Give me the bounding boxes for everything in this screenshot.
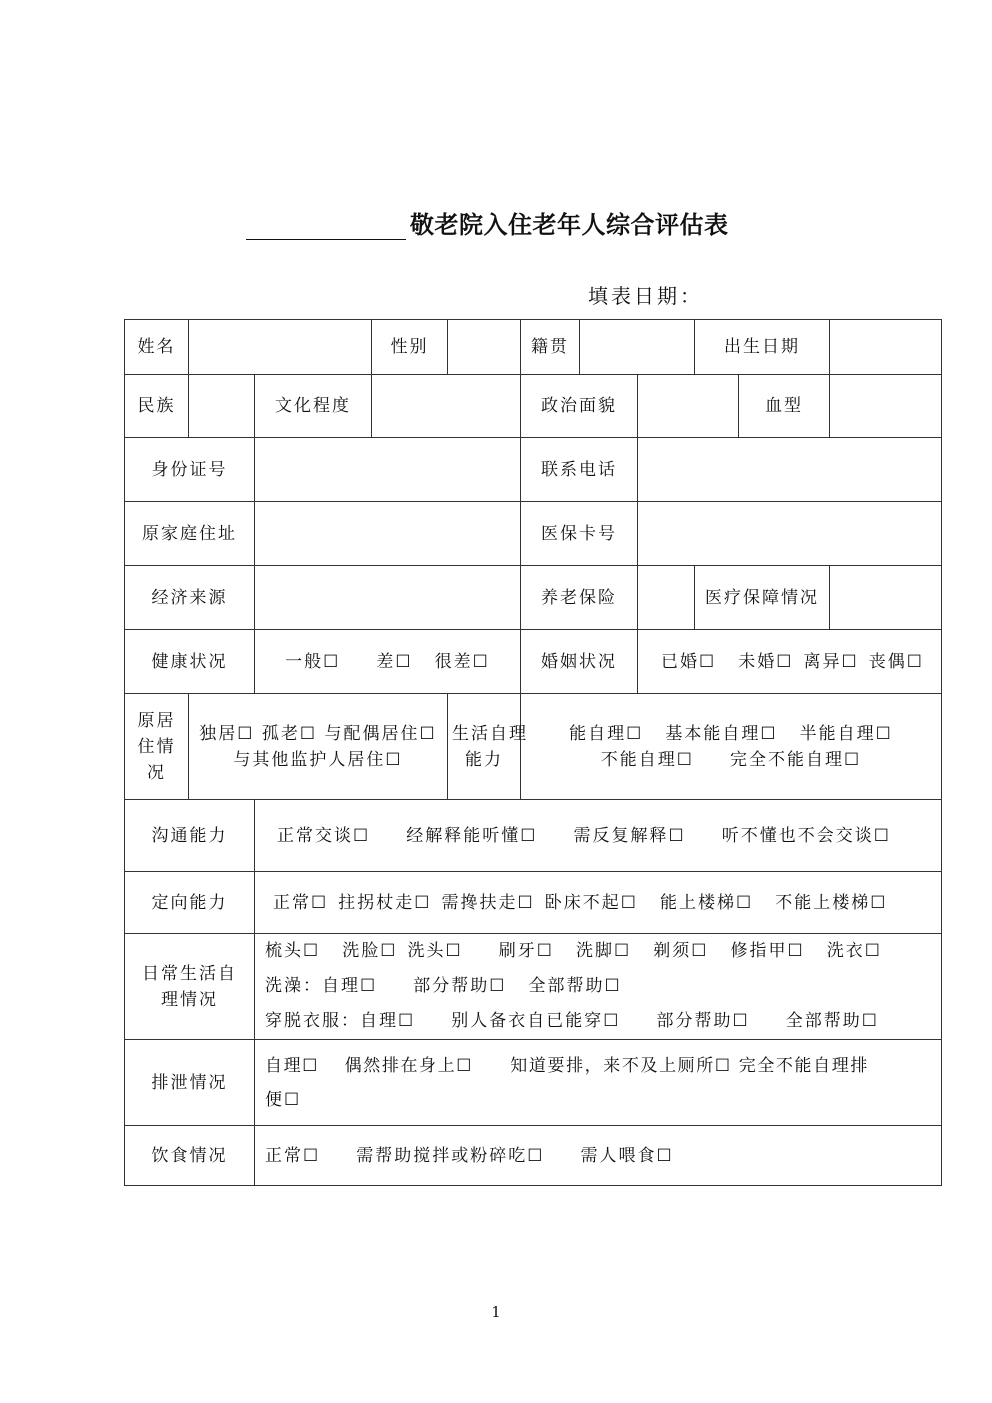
assessment-table bbox=[124, 319, 942, 1186]
health-options bbox=[255, 630, 521, 694]
id-field[interactable] bbox=[255, 438, 521, 502]
blood-label: 血型 bbox=[739, 375, 830, 438]
education-label: 文化程度 bbox=[255, 375, 372, 438]
daily-comb[interactable]: 梳头☐ bbox=[265, 941, 321, 961]
education-field[interactable] bbox=[372, 375, 521, 438]
marriage-option-married[interactable]: 已婚☐ bbox=[661, 651, 717, 672]
blood-field[interactable] bbox=[830, 375, 942, 438]
self-care-options bbox=[521, 694, 942, 800]
phone-field[interactable] bbox=[638, 438, 942, 502]
fill-date-label: 填表日期： bbox=[588, 284, 703, 308]
political-field[interactable] bbox=[638, 375, 739, 438]
name-label: 姓名 bbox=[125, 320, 189, 375]
bath-partial[interactable]: 部分帮助☐ bbox=[413, 976, 507, 996]
origin-label: 籍贯 bbox=[521, 320, 580, 375]
gender-field[interactable] bbox=[448, 320, 521, 375]
address-field[interactable] bbox=[255, 502, 521, 566]
communication-label: 沟通能力 bbox=[125, 800, 255, 872]
form-title bbox=[246, 206, 729, 240]
diet-normal[interactable]: 正常☐ bbox=[265, 1145, 321, 1166]
row-id bbox=[125, 438, 942, 502]
address-label: 原家庭住址 bbox=[125, 502, 255, 566]
row-health bbox=[125, 630, 942, 694]
row-basic-2 bbox=[125, 375, 942, 438]
self-care-unable[interactable]: 不能自理☐ bbox=[600, 749, 694, 770]
excretion-options bbox=[255, 1040, 942, 1126]
name-field[interactable] bbox=[189, 320, 372, 375]
income-label: 经济来源 bbox=[125, 566, 255, 630]
orientation-normal[interactable]: 正常☐ bbox=[273, 892, 329, 913]
page-number: 1 bbox=[491, 1303, 501, 1321]
marriage-option-divorced[interactable]: 离异☐ bbox=[803, 651, 859, 672]
living-options-line1[interactable]: 独居☐ 孤老☐ 与配偶居住☐ bbox=[199, 723, 437, 744]
self-care-fully-unable[interactable]: 完全不能自理☐ bbox=[730, 749, 862, 770]
title-blank-line[interactable] bbox=[246, 213, 406, 240]
orientation-cane[interactable]: 拄拐杖走☐ bbox=[338, 892, 432, 913]
daily-feet[interactable]: 洗脚☐ bbox=[576, 941, 632, 961]
orientation-options bbox=[255, 872, 942, 934]
row-income bbox=[125, 566, 942, 630]
birth-field[interactable] bbox=[830, 320, 942, 375]
dress-partial[interactable]: 部分帮助☐ bbox=[656, 1011, 750, 1031]
orientation-assisted[interactable]: 需搀扶走☐ bbox=[441, 892, 535, 913]
daily-shave[interactable]: 剃须☐ bbox=[653, 941, 709, 961]
living-options-line2[interactable]: 与其他监护人居住☐ bbox=[233, 749, 403, 770]
daily-hair[interactable]: 洗头☐ bbox=[407, 941, 463, 961]
health-label: 健康状况 bbox=[125, 630, 255, 694]
bath-self[interactable]: 洗澡：自理☐ bbox=[265, 976, 378, 996]
gender-label: 性别 bbox=[372, 320, 448, 375]
id-label: 身份证号 bbox=[125, 438, 255, 502]
communication-none[interactable]: 听不懂也不会交谈☐ bbox=[721, 825, 891, 846]
dress-self[interactable]: 穿脱衣服：自理☐ bbox=[265, 1011, 416, 1031]
marriage-label: 婚姻状况 bbox=[521, 630, 638, 694]
daily-teeth[interactable]: 刷牙☐ bbox=[498, 941, 554, 961]
row-communication bbox=[125, 800, 942, 872]
orientation-label: 定向能力 bbox=[125, 872, 255, 934]
birth-label: 出生日期 bbox=[695, 320, 830, 375]
daily-laundry[interactable]: 洗衣☐ bbox=[826, 941, 882, 961]
row-daily-living bbox=[125, 934, 942, 1040]
bath-full[interactable]: 全部帮助☐ bbox=[528, 976, 622, 996]
origin-field[interactable] bbox=[580, 320, 695, 375]
diet-fed[interactable]: 需人喂食☐ bbox=[580, 1145, 674, 1166]
living-options bbox=[189, 694, 448, 800]
ethnic-label: 民族 bbox=[125, 375, 189, 438]
dress-prepared[interactable]: 别人备衣自已能穿☐ bbox=[451, 1011, 621, 1031]
daily-options bbox=[255, 934, 942, 1040]
excretion-line2[interactable]: 便☐ bbox=[265, 1089, 302, 1110]
communication-options bbox=[255, 800, 942, 872]
dress-full[interactable]: 全部帮助☐ bbox=[785, 1011, 879, 1031]
daily-label: 日常生活自 理情况 bbox=[125, 934, 255, 1040]
self-care-mostly[interactable]: 基本能自理☐ bbox=[665, 723, 778, 744]
income-field[interactable] bbox=[255, 566, 521, 630]
self-care-label: 生活自理 能力 bbox=[448, 694, 521, 800]
orientation-stairs[interactable]: 能上楼梯☐ bbox=[660, 892, 754, 913]
communication-normal[interactable]: 正常交谈☐ bbox=[277, 825, 371, 846]
row-address bbox=[125, 502, 942, 566]
row-basic-1 bbox=[125, 320, 942, 375]
ethnic-field[interactable] bbox=[189, 375, 255, 438]
diet-label: 饮食情况 bbox=[125, 1126, 255, 1186]
marriage-option-widowed[interactable]: 丧偶☐ bbox=[868, 651, 924, 672]
pension-field[interactable] bbox=[638, 566, 695, 630]
health-option-poor[interactable]: 差☐ bbox=[376, 651, 413, 672]
communication-repeat[interactable]: 需反复解释☐ bbox=[573, 825, 686, 846]
insurance-card-field[interactable] bbox=[638, 502, 942, 566]
self-care-able[interactable]: 能自理☐ bbox=[569, 723, 644, 744]
diet-options bbox=[255, 1126, 942, 1186]
row-living bbox=[125, 694, 942, 800]
health-option-very-poor[interactable]: 很差☐ bbox=[434, 651, 490, 672]
excretion-label: 排泄情况 bbox=[125, 1040, 255, 1126]
pension-label: 养老保险 bbox=[521, 566, 638, 630]
diet-assisted[interactable]: 需帮助搅拌或粉碎吃☐ bbox=[356, 1145, 545, 1166]
row-excretion bbox=[125, 1040, 942, 1126]
orientation-no-stairs[interactable]: 不能上楼梯☐ bbox=[775, 892, 888, 913]
communication-explained[interactable]: 经解释能听懂☐ bbox=[406, 825, 538, 846]
phone-label: 联系电话 bbox=[521, 438, 638, 502]
row-diet bbox=[125, 1126, 942, 1186]
medical-field[interactable] bbox=[830, 566, 942, 630]
living-label: 原居 住情 况 bbox=[125, 694, 189, 800]
political-label: 政治面貌 bbox=[521, 375, 638, 438]
marriage-option-single[interactable]: 未婚☐ bbox=[738, 651, 794, 672]
self-care-half[interactable]: 半能自理☐ bbox=[799, 723, 893, 744]
health-option-normal[interactable]: 一般☐ bbox=[285, 651, 341, 672]
excretion-line1[interactable]: 自理☐ 偶然排在身上☐ 知道要排，来不及上厕所☐ 完全不能自理排 bbox=[265, 1055, 869, 1076]
title-text: 敬老院入住老年人综合评估表 bbox=[410, 210, 729, 239]
daily-face[interactable]: 洗脸☐ bbox=[342, 941, 398, 961]
daily-nails[interactable]: 修指甲☐ bbox=[730, 941, 805, 961]
insurance-card-label: 医保卡号 bbox=[521, 502, 638, 566]
orientation-bedridden[interactable]: 卧床不起☐ bbox=[544, 892, 638, 913]
medical-label: 医疗保障情况 bbox=[695, 566, 830, 630]
row-orientation bbox=[125, 872, 942, 934]
marriage-options bbox=[638, 630, 942, 694]
